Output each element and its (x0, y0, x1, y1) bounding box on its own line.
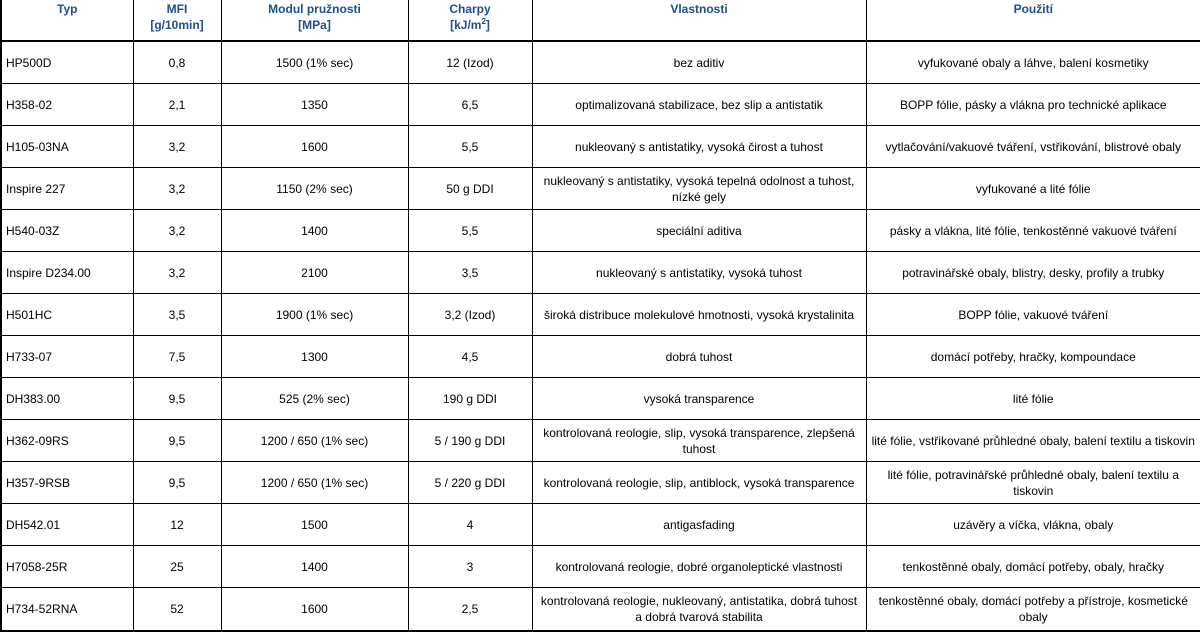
cell-pouziti: tenkostěnné obaly, domácí potřeby, obaly, hračky (866, 546, 1200, 588)
cell-vlastnosti: nukleovaný s antistatiky, vysoká čirost a tuhost (532, 126, 866, 168)
cell-charpy: 2,5 (408, 588, 532, 632)
cell-typ: DH542.01 (1, 504, 133, 546)
cell-charpy: 5,5 (408, 126, 532, 168)
table-row (1, 41, 1200, 84)
cell-charpy: 190 g DDI (408, 378, 532, 420)
header-mfi-unit: [g/10min] (150, 18, 204, 32)
header-typ: Typ (1, 0, 133, 41)
table-row (1, 168, 1200, 210)
cell-modul: 1200 / 650 (1% sec) (221, 462, 408, 504)
cell-pouziti: domácí potřeby, hračky, kompoundace (866, 336, 1200, 378)
cell-typ: H105-03NA (1, 126, 133, 168)
cell-typ: HP500D (1, 41, 133, 84)
cell-modul: 1300 (221, 336, 408, 378)
cell-typ: H734-52RNA (1, 588, 133, 632)
table-row (1, 126, 1200, 168)
cell-mfi: 3,2 (133, 168, 221, 210)
table-row (1, 462, 1200, 504)
cell-mfi: 52 (133, 588, 221, 632)
cell-typ: H7058-25R (1, 546, 133, 588)
cell-charpy: 5 / 190 g DDI (408, 420, 532, 462)
table-row (1, 252, 1200, 294)
cell-modul: 2100 (221, 252, 408, 294)
cell-vlastnosti: bez aditiv (532, 41, 866, 84)
cell-modul: 1600 (221, 126, 408, 168)
cell-pouziti: tenkostěnné obaly, domácí potřeby a přístroje, kosmetické obaly (866, 588, 1200, 632)
cell-modul: 525 (2% sec) (221, 378, 408, 420)
header-modul-unit: [MPa] (298, 18, 331, 32)
table-row (1, 420, 1200, 462)
cell-typ: H733-07 (1, 336, 133, 378)
cell-modul: 1350 (221, 84, 408, 126)
cell-pouziti: lité fólie, vstřikované průhledné obaly, balení textilu a tiskovin (866, 420, 1200, 462)
cell-mfi: 3,2 (133, 126, 221, 168)
cell-modul: 1150 (2% sec) (221, 168, 408, 210)
cell-typ: H358-02 (1, 84, 133, 126)
cell-vlastnosti: kontrolovaná reologie, slip, vysoká transparence, zlepšená tuhost (532, 420, 866, 462)
cell-mfi: 25 (133, 546, 221, 588)
cell-mfi: 3,2 (133, 210, 221, 252)
cell-vlastnosti: dobrá tuhost (532, 336, 866, 378)
cell-mfi: 3,5 (133, 294, 221, 336)
cell-typ: H357-9RSB (1, 462, 133, 504)
cell-modul: 1500 (1% sec) (221, 41, 408, 84)
cell-vlastnosti: optimalizovaná stabilizace, bez slip a antistatik (532, 84, 866, 126)
header-modul-label: Modul pružnosti (268, 2, 361, 16)
cell-typ: H362-09RS (1, 420, 133, 462)
cell-modul: 1200 / 650 (1% sec) (221, 420, 408, 462)
cell-charpy: 5,5 (408, 210, 532, 252)
cell-vlastnosti: vysoká transparence (532, 378, 866, 420)
cell-mfi: 3,2 (133, 252, 221, 294)
cell-charpy: 3,2 (Izod) (408, 294, 532, 336)
cell-typ: DH383.00 (1, 378, 133, 420)
cell-pouziti: vyfukované a lité fólie (866, 168, 1200, 210)
cell-pouziti: uzávěry a víčka, vlákna, obaly (866, 504, 1200, 546)
cell-modul: 1400 (221, 210, 408, 252)
cell-pouziti: vytlačování/vakuové tváření, vstřikování, blistrové obaly (866, 126, 1200, 168)
cell-mfi: 7,5 (133, 336, 221, 378)
cell-vlastnosti: široká distribuce molekulové hmotnosti, vysoká krystalinita (532, 294, 866, 336)
table-row (1, 84, 1200, 126)
cell-pouziti: lité fólie, potravinářské průhledné obaly, balení textilu a tiskovin (866, 462, 1200, 504)
header-vlastnosti: Vlastnosti (532, 0, 866, 41)
cell-mfi: 9,5 (133, 462, 221, 504)
cell-charpy: 3 (408, 546, 532, 588)
cell-mfi: 0,8 (133, 41, 221, 84)
header-charpy (408, 0, 532, 41)
header-charpy-unit: $[kJ/m^2]$ (450, 17, 490, 32)
cell-vlastnosti: nukleovaný s antistatiky, vysoká tuhost (532, 252, 866, 294)
header-row (1, 0, 1200, 41)
cell-pouziti: BOPP fólie, pásky a vlákna pro technické aplikace (866, 84, 1200, 126)
table-row (1, 546, 1200, 588)
cell-vlastnosti: kontrolovaná reologie, nukleovaný, antistatika, dobrá tuhost a dobrá tvarová stabilita (532, 588, 866, 632)
table-row (1, 588, 1200, 632)
cell-vlastnosti: speciální aditiva (532, 210, 866, 252)
cell-typ: Inspire 227 (1, 168, 133, 210)
cell-mfi: 9,5 (133, 378, 221, 420)
header-modul (221, 0, 408, 41)
cell-pouziti: vyfukované obaly a láhve, balení kosmetiky (866, 41, 1200, 84)
cell-mfi: 9,5 (133, 420, 221, 462)
cell-charpy: 4 (408, 504, 532, 546)
header-mfi-label: MFI (166, 2, 188, 16)
cell-vlastnosti: kontrolovaná reologie, dobré organoleptické vlastnosti (532, 546, 866, 588)
header-mfi (133, 0, 221, 41)
cell-mfi: 2,1 (133, 84, 221, 126)
table-row (1, 378, 1200, 420)
cell-charpy: 5 / 220 g DDI (408, 462, 532, 504)
header-charpy-label: Charpy (449, 2, 491, 16)
cell-vlastnosti: nukleovaný s antistatiky, vysoká tepelná odolnost a tuhost, nízké gely (532, 168, 866, 210)
cell-modul: 1500 (221, 504, 408, 546)
cell-typ: H540-03Z (1, 210, 133, 252)
header-pouziti: Použití (866, 0, 1200, 41)
cell-modul: 1900 (1% sec) (221, 294, 408, 336)
cell-charpy: 6,5 (408, 84, 532, 126)
cell-vlastnosti: kontrolovaná reologie, slip, antiblock, vysoká transparence (532, 462, 866, 504)
table-row (1, 294, 1200, 336)
table-row (1, 504, 1200, 546)
table-row (1, 336, 1200, 378)
cell-typ: Inspire D234.00 (1, 252, 133, 294)
cell-pouziti: pásky a vlákna, lité fólie, tenkostěnné vakuové tváření (866, 210, 1200, 252)
cell-vlastnosti: antigasfading (532, 504, 866, 546)
cell-pouziti: BOPP fólie, vakuové tváření (866, 294, 1200, 336)
cell-charpy: 3,5 (408, 252, 532, 294)
cell-modul: 1600 (221, 588, 408, 632)
cell-pouziti: potravinářské obaly, blistry, desky, profily a trubky (866, 252, 1200, 294)
cell-charpy: 50 g DDI (408, 168, 532, 210)
cell-charpy: 4,5 (408, 336, 532, 378)
cell-pouziti: lité fólie (866, 378, 1200, 420)
cell-typ: H501HC (1, 294, 133, 336)
cell-modul: 1400 (221, 546, 408, 588)
table-row (1, 210, 1200, 252)
cell-charpy: 12 (Izod) (408, 41, 532, 84)
cell-mfi: 12 (133, 504, 221, 546)
